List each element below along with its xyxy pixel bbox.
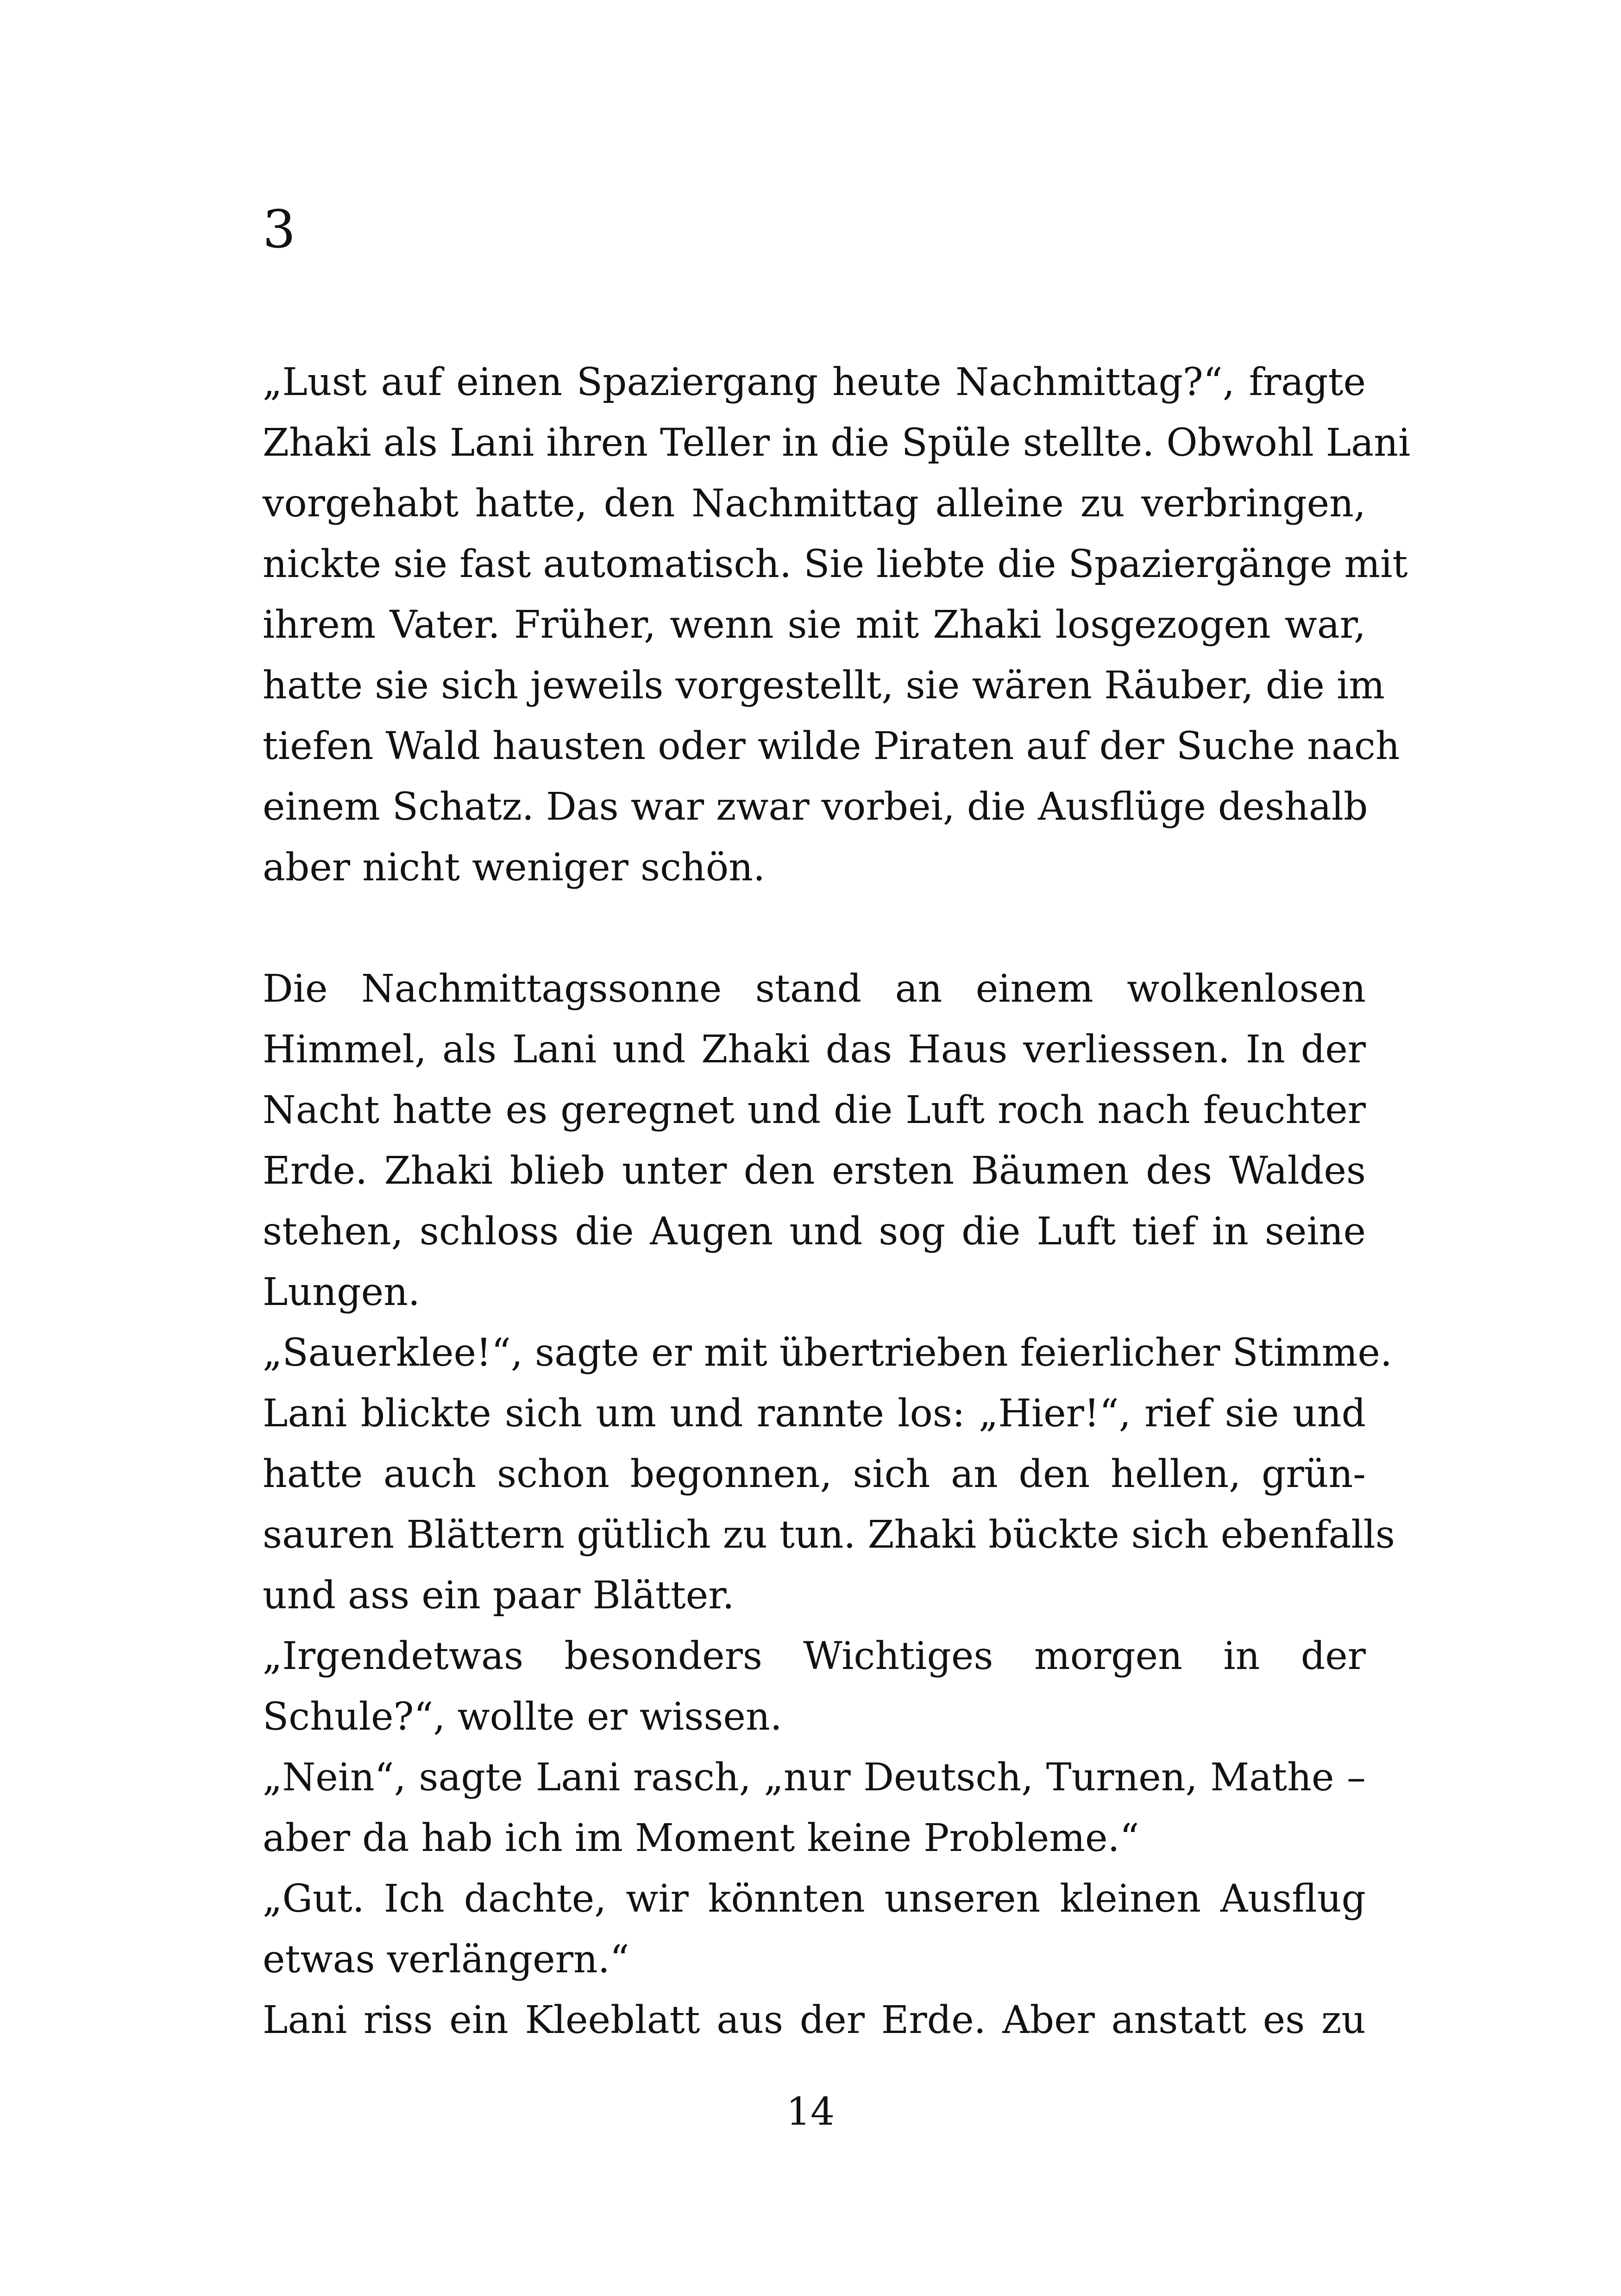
text-line: „Irgendetwas besonders Wichtiges morgen in der	[263, 1634, 1366, 1678]
text-line: vorgehabt hatte, den Nachmittag alleine zu verbringen,	[263, 482, 1366, 526]
text-line: hatte sie sich jeweils vorgestellt, sie wären Räuber, die im	[263, 664, 1385, 708]
text-line: „Gut. Ich dachte, wir könnten unseren kleinen Ausflug	[263, 1877, 1366, 1921]
text-line: Die Nachmittagssonne stand an einem wolkenlosen	[263, 967, 1366, 1011]
text-line: und ass ein paar Blätter.	[263, 1574, 735, 1618]
text-line: nickte sie fast automatisch. Sie liebte die Spaziergänge mit	[263, 542, 1408, 586]
text-line: Schule?“, wollte er wissen.	[263, 1695, 782, 1739]
body-text	[263, 352, 1411, 2051]
text-line: ihrem Vater. Früher, wenn sie mit Zhaki losgezogen war,	[263, 603, 1366, 647]
text-line: Lani riss ein Kleeblatt aus der Erde. Aber anstatt es zu	[263, 1998, 1366, 2042]
text-line: „Sauerklee!“, sagte er mit übertrieben feierlicher Stimme.	[263, 1331, 1392, 1375]
text-line: Zhaki als Lani ihren Teller in die Spüle stellte. Obwohl Lani	[263, 421, 1411, 465]
text-line: Nacht hatte es geregnet und die Luft roch nach feuchter	[263, 1088, 1366, 1132]
text-line: stehen, schloss die Augen und sog die Luft tief in seine	[263, 1210, 1366, 1254]
text-line: sauren Blättern gütlich zu tun. Zhaki bückte sich ebenfalls	[263, 1513, 1395, 1557]
page-number: 14	[786, 2090, 835, 2134]
text-line: Erde. Zhaki blieb unter den ersten Bäumen des Waldes	[263, 1149, 1366, 1193]
text-line: etwas verlängern.“	[263, 1938, 629, 1982]
text-line: Lungen.	[263, 1270, 420, 1314]
text-line: aber nicht weniger schön.	[263, 846, 766, 890]
text-line: einem Schatz. Das war zwar vorbei, die Ausflüge deshalb	[263, 785, 1368, 829]
text-line: „Lust auf einen Spaziergang heute Nachmittag?“, fragte	[263, 360, 1366, 404]
text-line: tiefen Wald hausten oder wilde Piraten auf der Suche nach	[263, 724, 1400, 768]
text-line: Lani blickte sich um und rannte los: „Hier!“, rief sie und	[263, 1392, 1366, 1436]
text-line: aber da hab ich im Moment keine Probleme.“	[263, 1816, 1139, 1860]
chapter-number: 3	[263, 200, 296, 260]
text-line: „Nein“, sagte Lani rasch, „nur Deutsch, Turnen, Mathe –	[263, 1756, 1366, 1800]
paragraph-gap	[263, 898, 1366, 959]
text-line: hatte auch schon begonnen, sich an den hellen, grün-	[263, 1452, 1366, 1496]
text-line: Himmel, als Lani und Zhaki das Haus verliessen. In der	[263, 1028, 1366, 1072]
